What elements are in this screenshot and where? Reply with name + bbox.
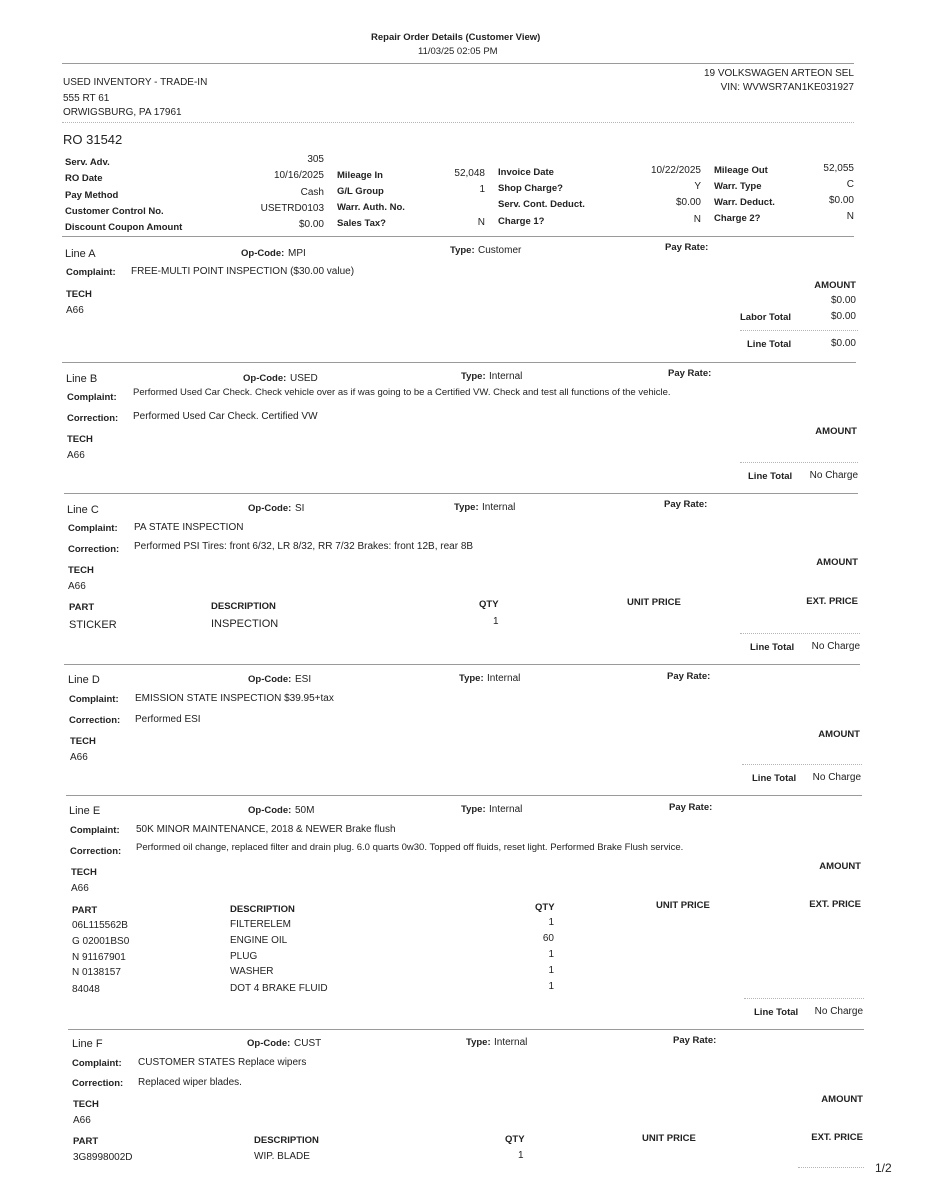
pay-rate-label: Pay Rate: [668,368,712,379]
line-d-tech: A66 [70,752,88,763]
warr-type-value: C [846,179,854,190]
complaint-label: Complaint: [69,694,119,705]
part-description: WIP. BLADE [254,1151,310,1162]
line-d-label: Line D [68,674,100,686]
type-label: Type: [461,804,486,815]
charge1-label: Charge 1? [498,216,545,227]
description-header: DESCRIPTION [230,904,295,915]
customer-street: 555 RT 61 [63,93,110,104]
ro-date-label: RO Date [65,173,103,184]
tech-label: TECH [71,867,97,878]
line-a-type: Customer [478,245,522,256]
part-qty: 1 [548,949,554,960]
part-description: ENGINE OIL [230,935,288,946]
pay-method-value: Cash [300,187,324,198]
unit-price-header: UNIT PRICE [656,900,710,911]
warr-deduct-label: Warr. Deduct. [714,197,775,208]
divider [740,330,858,331]
tech-label: TECH [73,1099,99,1110]
opcode-label: Op-Code: [241,248,285,259]
line-b-complaint: Performed Used Car Check. Check vehicle over as if was going to be a Certified VW. Check and test all functions of the vehicle. [133,387,671,398]
discount-label: Discount Coupon Amount [65,222,183,233]
complaint-label: Complaint: [72,1058,122,1069]
part-qty: 1 [548,981,554,992]
divider [64,493,858,494]
line-a-complaint: FREE-MULTI POINT INSPECTION ($30.00 value) [131,266,355,277]
description-header: DESCRIPTION [254,1135,319,1146]
line-c-type: Internal [482,502,516,513]
opcode-label: Op-Code: [248,503,292,514]
ext-price-header: EXT. PRICE [806,596,858,607]
line-c-tech: A66 [68,581,86,592]
qty-header: QTY [535,902,555,913]
opcode-label: Op-Code: [248,674,292,685]
line-e-opcode: 50M [295,805,315,816]
mileage-in-label: Mileage In [337,170,383,181]
divider [798,1167,864,1168]
opcode-label: Op-Code: [247,1038,291,1049]
line-f-opcode: CUST [294,1038,322,1049]
unit-price-header: UNIT PRICE [627,597,681,608]
line-d-opcode: ESI [295,674,312,685]
invoice-date-value: 10/22/2025 [650,165,701,176]
part-description: INSPECTION [211,618,279,630]
part-header: PART [69,602,95,613]
qty-header: QTY [505,1134,525,1145]
line-b-label: Line B [66,373,98,385]
invoice-date-label: Invoice Date [498,167,554,178]
line-b-total: No Charge [809,470,858,481]
page-number: 1/2 [875,1161,892,1175]
ext-price-header: EXT. PRICE [811,1132,863,1143]
line-f-tech: A66 [73,1115,91,1126]
part-qty: 1 [548,965,554,976]
serv-cont-value: $0.00 [675,197,701,208]
amount-label: AMOUNT [819,861,861,872]
line-f-type: Internal [494,1037,528,1048]
ro-date-value: 10/16/2025 [273,170,324,181]
mileage-out-label: Mileage Out [714,165,768,176]
line-e-total: No Charge [814,1006,863,1017]
charge2-label: Charge 2? [714,213,761,224]
opcode-label: Op-Code: [243,373,287,384]
line-b-opcode: USED [290,373,318,384]
page-title: Repair Order Details (Customer View) [371,32,541,43]
line-e-correction: Performed oil change, replaced filter and drain plug. 6.0 quarts 0w30. Topped off fluids, reset light. Performed Brake Flush service. [136,842,684,853]
divider [62,122,854,123]
customer-control-value: USETRD0103 [260,203,324,214]
amount-label: AMOUNT [821,1094,863,1105]
part-qty: 1 [493,616,499,627]
gl-group-label: G/L Group [337,186,384,197]
opcode-label: Op-Code: [248,805,292,816]
part-number: 06L115562B [72,920,128,931]
part-header: PART [72,905,98,916]
line-a-label: Line A [65,248,96,260]
line-a-labor-total: $0.00 [830,311,856,322]
line-a-amount: $0.00 [830,295,856,306]
gl-group-value: 1 [479,184,485,195]
divider [66,795,862,796]
line-f-complaint: CUSTOMER STATES Replace wipers [138,1057,307,1068]
customer-city: ORWIGSBURG, PA 17961 [63,107,182,118]
line-c-total: No Charge [811,641,860,652]
line-d-type: Internal [487,673,521,684]
part-number: 84048 [72,984,100,995]
part-qty: 60 [542,933,554,944]
line-total-label: Line Total [750,642,795,653]
mileage-out-value: 52,055 [823,163,854,174]
part-qty: 1 [518,1150,524,1161]
divider [740,462,858,463]
correction-label: Correction: [70,846,122,857]
complaint-label: Complaint: [66,267,116,278]
complaint-label: Complaint: [68,523,118,534]
vehicle-description: 19 VOLKSWAGEN ARTEON SEL [703,68,854,79]
part-header: PART [73,1136,99,1147]
line-d-correction: Performed ESI [135,714,201,725]
type-label: Type: [461,371,486,382]
serv-adv-value: 305 [307,154,324,165]
customer-name: USED INVENTORY - TRADE-IN [63,77,208,88]
tech-label: TECH [66,289,92,300]
line-c-complaint: PA STATE INSPECTION [134,522,244,533]
type-label: Type: [459,673,484,684]
pay-rate-label: Pay Rate: [664,499,708,510]
line-e-type: Internal [489,804,523,815]
line-a-tech: A66 [66,305,84,316]
line-b-correction: Performed Used Car Check. Certified VW [133,411,318,422]
serv-cont-label: Serv. Cont. Deduct. [498,199,585,210]
ext-price-header: EXT. PRICE [809,899,861,910]
divider [68,1029,864,1030]
correction-label: Correction: [72,1078,124,1089]
correction-label: Correction: [68,544,120,555]
printed-timestamp: 11/03/25 02:05 PM [418,46,498,57]
pay-method-label: Pay Method [65,190,119,201]
description-header: DESCRIPTION [211,601,276,612]
line-total-label: Line Total [754,1007,799,1018]
complaint-label: Complaint: [70,825,120,836]
pay-rate-label: Pay Rate: [667,671,711,682]
line-a-total: $0.00 [830,338,856,349]
shop-charge-label: Shop Charge? [498,183,563,194]
warr-type-label: Warr. Type [714,181,762,192]
discount-value: $0.00 [298,219,324,230]
part-number: G 02001BS0 [72,936,130,947]
sales-tax-label: Sales Tax? [337,218,386,229]
type-label: Type: [450,245,475,256]
part-description: WASHER [230,966,274,977]
line-d-total: No Charge [812,772,861,783]
divider [62,362,856,363]
qty-header: QTY [479,599,499,610]
correction-label: Correction: [69,715,121,726]
line-d-complaint: EMISSION STATE INSPECTION $39.95+tax [135,693,334,704]
unit-price-header: UNIT PRICE [642,1133,696,1144]
line-f-label: Line F [72,1038,103,1050]
vehicle-vin: VIN: WVWSR7AN1KE031927 [720,82,854,93]
part-description: PLUG [230,951,258,962]
tech-label: TECH [68,565,94,576]
divider [742,764,862,765]
charge1-value: N [693,214,701,225]
amount-label: AMOUNT [816,557,858,568]
ro-number: RO 31542 [63,132,123,147]
warr-auth-label: Warr. Auth. No. [337,202,405,213]
shop-charge-value: Y [694,181,701,192]
amount-label: AMOUNT [815,426,857,437]
amount-label: AMOUNT [818,729,860,740]
divider [744,998,864,999]
pay-rate-label: Pay Rate: [665,242,709,253]
warr-deduct-value: $0.00 [828,195,854,206]
sales-tax-value: N [477,217,485,228]
divider [62,63,854,64]
type-label: Type: [454,502,479,513]
amount-label: AMOUNT [814,280,856,291]
part-number: N 0138157 [72,967,121,978]
line-b-tech: A66 [67,450,85,461]
line-c-label: Line C [67,504,99,516]
part-number: STICKER [69,619,117,631]
part-description: DOT 4 BRAKE FLUID [230,983,328,994]
charge2-value: N [846,211,854,222]
serv-adv-label: Serv. Adv. [65,157,110,168]
line-total-label: Line Total [748,471,793,482]
divider [62,236,854,237]
pay-rate-label: Pay Rate: [669,802,713,813]
line-b-type: Internal [489,371,523,382]
labor-total-label: Labor Total [740,312,792,323]
line-e-tech: A66 [71,883,89,894]
part-number: N 91167901 [72,952,126,963]
part-description: FILTERELEM [230,919,291,930]
line-total-label: Line Total [752,773,797,784]
divider [740,633,860,634]
type-label: Type: [466,1037,491,1048]
tech-label: TECH [67,434,93,445]
correction-label: Correction: [67,413,119,424]
line-total-label: Line Total [747,339,792,350]
complaint-label: Complaint: [67,392,117,403]
tech-label: TECH [70,736,96,747]
mileage-in-value: 52,048 [454,168,485,179]
line-c-correction: Performed PSI Tires: front 6/32, LR 8/32, RR 7/32 Brakes: front 12B, rear 8B [134,541,474,552]
pay-rate-label: Pay Rate: [673,1035,717,1046]
line-e-label: Line E [69,805,101,817]
part-number: 3G8998002D [73,1152,133,1163]
line-e-complaint: 50K MINOR MAINTENANCE, 2018 & NEWER Brake flush [136,824,396,835]
customer-control-label: Customer Control No. [65,206,164,217]
line-f-correction: Replaced wiper blades. [138,1077,242,1088]
line-c-opcode: SI [295,503,305,514]
line-a-opcode: MPI [288,248,306,259]
divider [64,664,860,665]
part-qty: 1 [548,917,554,928]
